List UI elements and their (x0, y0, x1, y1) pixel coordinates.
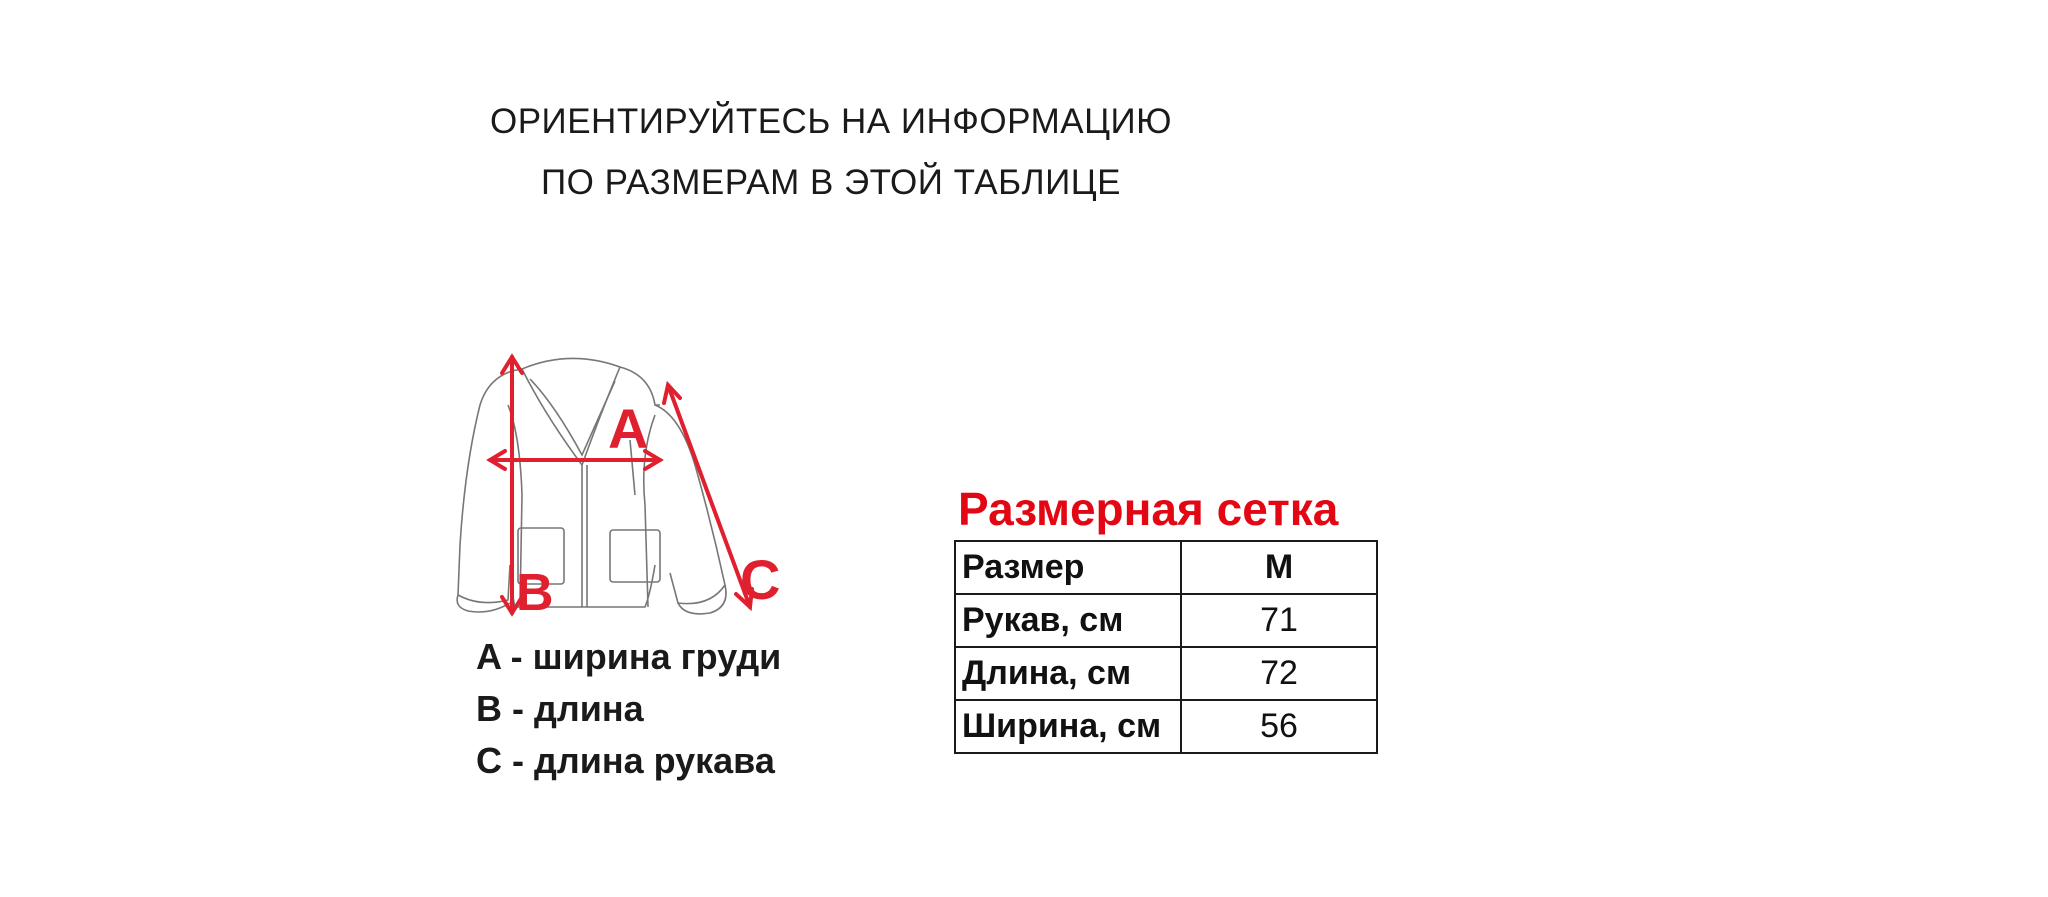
table-row (955, 647, 1377, 700)
table-row (955, 700, 1377, 753)
table-row (955, 594, 1377, 647)
table-cell-value: M (1181, 541, 1377, 594)
table-cell-label: Длина, см (955, 647, 1181, 700)
table-cell-value: 72 (1181, 647, 1377, 700)
legend-length: B - длина (476, 688, 644, 729)
size-chart-table (954, 540, 1378, 754)
size-chart-title: Размерная сетка (958, 483, 1339, 535)
heading-line-2: ПО РАЗМЕРАМ В ЭТОЙ ТАБЛИЦЕ (541, 163, 1121, 202)
table-cell-label: Размер (955, 541, 1181, 594)
legend-chest-width: A - ширина груди (476, 636, 782, 677)
table-header-row (955, 541, 1377, 594)
diagram-label-a: A (608, 397, 649, 460)
table-cell-value: 71 (1181, 594, 1377, 647)
table-cell-label: Рукав, см (955, 594, 1181, 647)
legend-sleeve-length: C - длина рукава (476, 740, 775, 781)
diagram-label-c: C (740, 548, 781, 611)
jacket-measurement-diagram (450, 345, 790, 620)
diagram-label-b: B (516, 564, 554, 620)
jacket-outline (457, 358, 726, 613)
table-cell-value: 56 (1181, 700, 1377, 753)
table-cell-label: Ширина, см (955, 700, 1181, 753)
heading-line-1: ОРИЕНТИРУЙТЕСЬ НА ИНФОРМАЦИЮ (489, 102, 1172, 141)
